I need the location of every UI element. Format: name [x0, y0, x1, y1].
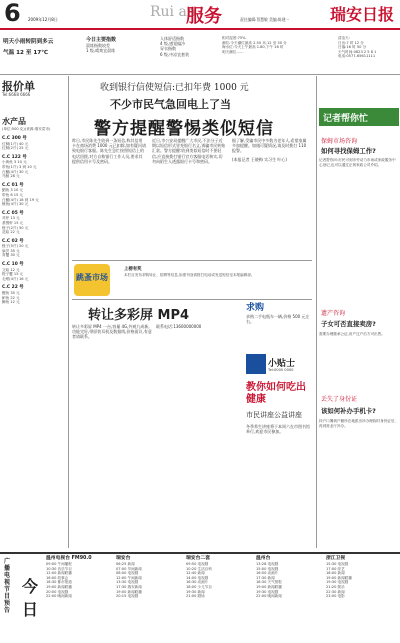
q3-cat: 丢失了身份证 — [321, 396, 358, 403]
tv-program: 22:00 晚间新闻 — [46, 594, 72, 599]
tv-program: 18:30 天气预报 — [256, 580, 282, 585]
price-line: 对虾 13 元 — [2, 216, 20, 221]
qiugou-title: 求购 — [246, 303, 265, 313]
price-group-head: C.C 05 号 — [2, 210, 24, 216]
tv-column-title: 温州台 — [256, 556, 271, 561]
comfort-line: 4 级,感觉偏冷 — [160, 41, 186, 47]
price-line: 文蛤 12 元 — [2, 267, 20, 272]
tips-logo — [246, 354, 266, 374]
price-column — [0, 76, 69, 548]
tv-column-title: 瑞安台 — [116, 556, 131, 561]
price-line: 鱿鱼(4斤) 30 元 — [2, 202, 29, 207]
tv-program: 12:00 新闻联播 — [46, 571, 72, 576]
article-paragraph: 昨日,市民陈先生收到一条短信,称其信用卡在商场消费 1000 元已扣除,如有疑问请致电银行客服。陈先生急忙按照短信上的电话回拨,对方自称银行工作人员,要求其提供信用卡号及密码。 — [72, 138, 146, 164]
price-line: 带鱼(1斤) 3 到 10 元 — [2, 164, 37, 169]
page-number: 6 — [4, 0, 21, 27]
masthead — [0, 0, 400, 30]
sun-line: 电话:0577-65611111 — [338, 54, 376, 59]
water-subtitle: (单位:500 克)(来源:瑞安菜市) — [2, 127, 51, 131]
flea-title: 跳蚤市场 — [76, 273, 108, 282]
price-line: 白鲳(4斤) 30 元 — [2, 169, 29, 174]
tv-program: 22:00 晚间新闻 — [256, 594, 282, 599]
weather-strip — [0, 32, 400, 75]
article-reporter: (本报记者 王晓梅 实习生 叶心) — [232, 156, 287, 162]
price-group-head: C.C 01 号 — [2, 182, 24, 188]
article-kicker: 收到银行信使短信:已扣年费 1000 元 — [100, 83, 249, 93]
tv-program: 14:00 电视剧 — [186, 575, 209, 580]
price-line: 鲈鱼 22 元 — [2, 295, 20, 300]
comfort-line: 6 级,中凉宜套装 — [160, 51, 190, 57]
date: 2009年12月8日 — [28, 17, 58, 22]
tips-sub: 市民讲座公益讲座 — [246, 411, 302, 419]
price-list — [2, 136, 66, 309]
tv-column-title: 瑞安台二套 — [186, 556, 210, 561]
price-line: 红鲟(1斤) 40 元 — [2, 141, 29, 146]
article-paragraph: 据了解,受骗市民中多数为老年人,希望家属多加提醒。如遇可疑情况,请及时拨打 110 报警。 — [232, 138, 307, 154]
paper-name: 瑞安日报 — [330, 5, 395, 24]
q3-answer: 持户口簿到户籍所在地派出所办理临时身份证后,再到营业厅补办。 — [319, 419, 396, 428]
tv-program: 17:30 新闻 — [256, 575, 275, 580]
tv-columns — [46, 556, 398, 642]
tv-program: 19:30 电视剧 — [256, 589, 279, 594]
sun-line: 日出:7 时 12 分 — [338, 40, 364, 45]
price-line: 鲳鱼 3 10 元 — [2, 188, 24, 193]
tv-program: 18:30 都市报道 — [46, 580, 72, 585]
q2-answer: 需要办理继承公证,房产过户后方可出售。 — [319, 332, 385, 336]
comfort-box — [160, 36, 220, 57]
price-group — [2, 211, 66, 235]
price-line: 毛蚶(4斤) 16 元 — [2, 276, 29, 281]
mp4-contact: 联系电话:13600000000 — [156, 324, 202, 329]
tv-column-title: 浙江卫视 — [326, 556, 346, 561]
price-line: 小黄鱼 3 10 元 — [2, 160, 27, 165]
tips-tel: Tel:0000 0000 — [268, 368, 294, 372]
article-paragraph: 近日,市公安局提醒广大市民,不法分子近期以短信形式冒充银行名义,诱骗市民转账汇款。警方提醒:收到类似短信时不要轻信,应直接拨打银行官方客服电话核实,切勿向陌生人透露银行卡号和密码。 — [152, 138, 226, 164]
article-body-col1 — [72, 138, 146, 164]
price-group-head: C.C 02 号 — [2, 238, 24, 244]
tv-program: 18:00 新闻 — [326, 571, 345, 576]
price-line: 带鱼 6 15 元 — [2, 192, 24, 197]
tv-program: 20:00 电视剧 — [46, 589, 69, 594]
flea-tag: 上榜有奖 — [124, 267, 142, 272]
price-group — [2, 239, 66, 258]
q1-head: 如何寻找保姆工作? — [321, 147, 376, 155]
tv-program: 15:00 电视剧 — [256, 566, 279, 571]
tv-program: 07:00 早间新闻 — [116, 566, 142, 571]
reporter-banner — [319, 108, 399, 126]
index-title: 今日主要指数 — [86, 37, 117, 43]
water-title: 水产品 — [2, 117, 26, 126]
weather-line1: 明天小雨转阴到多云 — [3, 39, 54, 45]
q2-cat: 遗产咨询 — [321, 310, 346, 317]
tv-today — [22, 574, 42, 624]
price-line: 扇贝 35 元 — [2, 248, 20, 253]
tide-line: 明天潮位…… — [222, 49, 244, 54]
bao-title: 报价单 — [2, 80, 35, 93]
tv-program: 08:00 电视剧 — [116, 571, 139, 576]
qiugou-text: 求购二手电瓶车一辆,价格 500 元左右。 — [246, 314, 310, 325]
price-line: 马鲛 28 元 — [2, 174, 20, 179]
reporter-column — [316, 76, 400, 548]
tv-program: 17:30 瑞安新闻 — [116, 584, 142, 589]
price-line: 基围虾 15 元 — [2, 220, 24, 225]
tv-program: 19:30 新闻 — [186, 589, 205, 594]
price-line: 蛏子(5斤) 20 元 — [2, 244, 29, 249]
index-line: 晨练指数较差 — [86, 43, 110, 48]
price-group-head: C.C 300 号 — [2, 136, 27, 141]
tv-program: 17:00 综艺 — [326, 566, 345, 571]
tv-program: 16:30 动画片 — [186, 580, 209, 585]
tv-program: 09:50 电视剧 — [186, 562, 209, 566]
price-group — [2, 285, 66, 304]
tv-program: 12:00 午间新闻 — [116, 575, 142, 580]
tv-column-title: 温州电视台 FM90.0 — [46, 556, 92, 561]
tv-program: 22:30 新闻 — [326, 589, 345, 594]
weather-line2: 气温 12 至 17℃ — [3, 50, 48, 56]
tv-program: 16:00 故事会 — [46, 575, 69, 580]
tv-column — [116, 556, 184, 599]
price-line: 红鲟(2斤) 25 元 — [2, 146, 29, 151]
article-body-col3 — [232, 138, 310, 162]
section-title: 服务 — [186, 6, 222, 27]
price-line: 蛏子(2斤) 50 元 — [2, 225, 29, 230]
sun-box — [338, 36, 398, 59]
tv-program: 18:00 少儿节目 — [186, 584, 212, 589]
price-group-head: C.C 122 号 — [2, 154, 27, 160]
price-line: 白鲳(4斤) 18 到 19 元 — [2, 197, 39, 202]
tv-program: 21:00 剧场 — [186, 594, 205, 599]
tv-column — [326, 556, 394, 599]
price-line: 鳗鱼 35 元 — [2, 291, 20, 296]
article-headline: 警方提醒警惕类似短信 — [94, 119, 274, 139]
tips-box — [246, 354, 312, 548]
tips-title: 小贴士 — [268, 359, 296, 369]
q1-answer: 记者帮你问:市民可到市劳动力市场或家政服务中心登记,也可以通过正规家政公司介绍。 — [319, 158, 396, 167]
index-box — [86, 36, 156, 53]
flea-band — [72, 260, 312, 300]
q3-head: 该如何补办手机卡? — [321, 407, 376, 415]
article-body-col2 — [152, 138, 226, 164]
bao-tel: Tel:6668 6666 — [2, 92, 31, 97]
tv-program: 06:25 新闻 — [116, 562, 135, 566]
price-line: 梭子蟹 15 元 — [2, 272, 24, 277]
tv-side-title: 广播电视节目预告 — [4, 558, 11, 614]
sun-line: 天气时间:0823 2 5 8 1 — [338, 49, 377, 54]
price-line: 花蛤 22 元 — [2, 230, 20, 235]
reporter-title: 记者帮你忙 — [323, 114, 369, 124]
price-group — [2, 262, 66, 281]
tv-today-jin: 今 — [22, 577, 39, 596]
tv-program: 20:15 电视剧 — [116, 594, 139, 599]
tide-line: 海水位:今天上午最高 1.80,下午 16 时 — [222, 45, 284, 50]
price-line: 青蟹 30 元 — [2, 253, 20, 258]
tv-column — [256, 556, 324, 599]
price-line: 鲫鱼 12 元 — [2, 300, 20, 305]
mp4-ad — [72, 300, 242, 548]
tv-program: 10:30 音乐节目 — [46, 566, 72, 571]
price-group — [2, 136, 66, 151]
tv-program: 19:00 新闻联播 — [256, 584, 282, 589]
tv-program: 12:40 新闻 — [186, 571, 205, 576]
tv-program: 16:50 动画片 — [256, 571, 279, 576]
tv-side — [0, 554, 20, 643]
price-group-head: C.C 22 号 — [2, 285, 24, 291]
tv-program: 09:00 午间播报 — [46, 562, 72, 566]
tv-program: 19:00 新闻联播 — [326, 575, 352, 580]
tide-line: 潮位:今天潮位最高 2.50 米,12 至 30 分 — [222, 40, 287, 45]
qiugou-box — [246, 300, 312, 350]
article-subhead: 不少市民气急回电上了当 — [110, 98, 231, 111]
weather-forecast — [3, 37, 83, 56]
tv-column — [186, 556, 254, 599]
q1-cat: 保姆市场咨询 — [321, 138, 358, 145]
comfort-line: 人体舒适指数 — [160, 36, 184, 41]
tv-today-ri: 日 — [22, 600, 39, 619]
tips-text: 冬季养生讲座将于本周六在市图书馆举行,欢迎市民参加。 — [246, 424, 310, 435]
mp4-text: 转让多彩屏 MP4 一台,容量 4G,外观九成新,功能完好,带原装耳机及数据线,价格面议,有意者请联系。 — [72, 324, 152, 340]
tv-program: 15:30 电视剧 — [326, 562, 349, 566]
tv-program: 19:00 新闻联播 — [46, 584, 72, 589]
price-group — [2, 155, 66, 179]
sun-line: 清洁天: — [338, 36, 350, 40]
tv-program: 21:20 娱乐 — [326, 584, 345, 589]
sun-line: 日落:16 时 50 分 — [338, 45, 367, 50]
price-group-head: C.C 10 号 — [2, 262, 24, 268]
tips-headline: 教你如何吃出健康 — [246, 382, 306, 405]
ruian-label: Rui an — [150, 4, 196, 20]
tv-program: 19:30 电视剧 — [326, 580, 349, 585]
main-article — [72, 76, 312, 258]
flea-logo — [74, 264, 110, 296]
price-header — [2, 78, 66, 100]
tv-program: 23:00 电影 — [326, 594, 345, 599]
price-group — [2, 183, 66, 207]
tv-program: 13:28 电视剧 — [256, 562, 279, 566]
index-line: 1 级,晴爽宜晨练 — [86, 48, 116, 54]
comfort-line: 穿衣指数 — [160, 46, 176, 52]
mp4-title: 转让多彩屏 MP4 — [88, 308, 190, 323]
tv-listings — [0, 552, 400, 643]
tv-program: 19:00 新闻联播 — [116, 589, 142, 594]
q2-head: 子女可否直接卖房? — [321, 320, 376, 328]
tv-program: 13:30 电视剧 — [116, 580, 139, 585]
tv-column — [46, 556, 114, 599]
tide-line: 相对湿度:75% — [222, 36, 246, 40]
tide-box — [222, 36, 334, 54]
flea-text: 本栏目发布求购转让、招聘等信息,如需刊登请拨打电话或发送短信至本报编辑部。 — [124, 273, 255, 277]
tv-program: 10:20 生活百科 — [186, 566, 212, 571]
editor-credit: 责任编辑:蔡慧敏 美编:陈建一 — [240, 17, 290, 22]
